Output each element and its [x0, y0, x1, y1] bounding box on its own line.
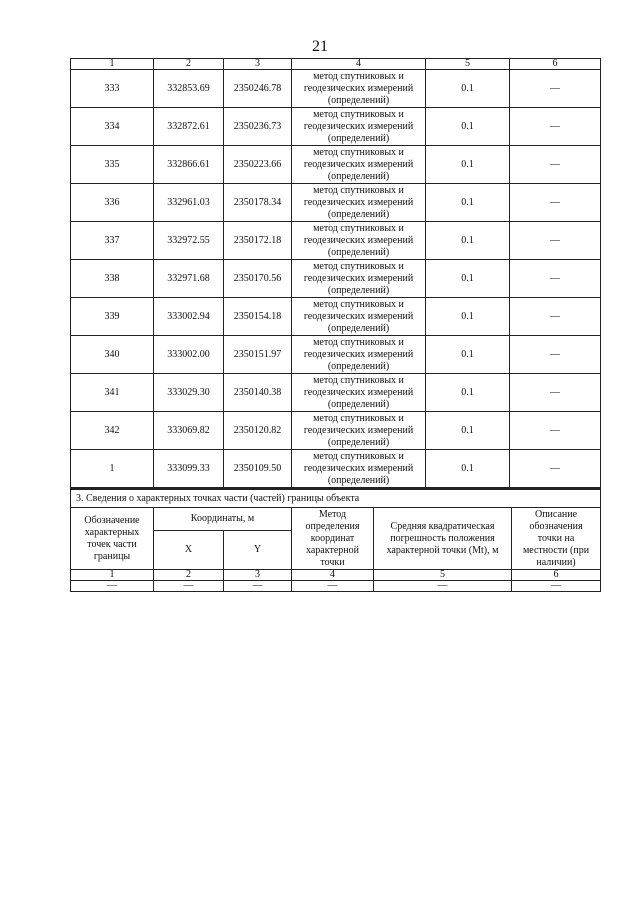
table-row: [71, 260, 601, 298]
table-row: [71, 298, 601, 336]
point-description: —: [510, 184, 601, 222]
accuracy-value: 0.1: [426, 374, 510, 412]
coordinates-header: Координаты, м: [154, 508, 292, 531]
column-number: 4: [292, 570, 374, 581]
method-line: геодезических измерений: [303, 120, 414, 132]
method-line: метод спутниковых и: [313, 412, 404, 424]
y-coordinate: 2350236.73: [224, 108, 292, 146]
column-number-row: [71, 570, 601, 581]
method-line: геодезических измерений: [303, 462, 414, 474]
y-coordinate: 2350170.56: [224, 260, 292, 298]
method-line: геодезических измерений: [303, 272, 414, 284]
x-coordinate: 332972.55: [154, 222, 224, 260]
point-description: —: [510, 146, 601, 184]
method-line: метод спутниковых и: [313, 108, 404, 120]
point-number: 339: [71, 298, 154, 336]
method-cell: [292, 260, 426, 298]
empty-cell: —: [512, 581, 601, 592]
x-coordinate: 332872.61: [154, 108, 224, 146]
table-row: [71, 222, 601, 260]
method-line: (определений): [327, 284, 390, 296]
method-line: (определений): [327, 360, 390, 372]
empty-cell: —: [292, 581, 374, 592]
empty-cell: —: [374, 581, 512, 592]
method-line: геодезических измерений: [303, 234, 414, 246]
method-line: (определений): [327, 246, 390, 258]
accuracy-value: 0.1: [426, 450, 510, 488]
method-cell: [292, 450, 426, 488]
table-row: [71, 146, 601, 184]
y-header: Y: [224, 531, 292, 570]
point-number: 336: [71, 184, 154, 222]
method-cell: [292, 374, 426, 412]
method-line: геодезических измерений: [303, 348, 414, 360]
method-line: геодезических измерений: [303, 386, 414, 398]
x-coordinate: 332853.69: [154, 70, 224, 108]
boundary-points-table: [70, 58, 601, 488]
accuracy-header: Средняя квадратическая погрешность положения характерной точки (Mt), м: [374, 508, 512, 570]
x-coordinate: 333069.82: [154, 412, 224, 450]
y-coordinate: 2350120.82: [224, 412, 292, 450]
y-coordinate: 2350223.66: [224, 146, 292, 184]
y-coordinate: 2350246.78: [224, 70, 292, 108]
accuracy-value: 0.1: [426, 184, 510, 222]
point-description: —: [510, 298, 601, 336]
method-cell: [292, 108, 426, 146]
empty-data-row: [71, 581, 601, 592]
table-row: [71, 450, 601, 488]
method-cell: [292, 298, 426, 336]
point-number: 337: [71, 222, 154, 260]
y-coordinate: 2350178.34: [224, 184, 292, 222]
section-title-row: [71, 489, 601, 508]
method-line: (определений): [327, 436, 390, 448]
column-number: 5: [374, 570, 512, 581]
table-row: [71, 412, 601, 450]
method-line: (определений): [327, 398, 390, 410]
point-number: 1: [71, 450, 154, 488]
method-line: метод спутниковых и: [313, 374, 404, 386]
method-line: метод спутниковых и: [313, 336, 404, 348]
y-coordinate: 2350154.18: [224, 298, 292, 336]
method-line: (определений): [327, 322, 390, 334]
method-line: метод спутниковых и: [313, 298, 404, 310]
table-row: [71, 374, 601, 412]
table-row: [71, 70, 601, 108]
y-coordinate: 2350109.50: [224, 450, 292, 488]
y-coordinate: 2350151.97: [224, 336, 292, 374]
method-cell: [292, 222, 426, 260]
column-number: 1: [71, 59, 154, 70]
point-description: —: [510, 222, 601, 260]
column-number: 3: [224, 570, 292, 581]
point-number: 338: [71, 260, 154, 298]
table-row: [71, 108, 601, 146]
method-line: метод спутниковых и: [313, 222, 404, 234]
method-cell: [292, 336, 426, 374]
x-coordinate: 333029.30: [154, 374, 224, 412]
accuracy-value: 0.1: [426, 336, 510, 374]
method-line: метод спутниковых и: [313, 260, 404, 272]
part-boundary-points-table: [70, 488, 601, 592]
column-number: 5: [426, 59, 510, 70]
x-coordinate: 333099.33: [154, 450, 224, 488]
x-coordinate: 332961.03: [154, 184, 224, 222]
column-number: 6: [512, 570, 601, 581]
point-number: 333: [71, 70, 154, 108]
method-line: метод спутниковых и: [313, 146, 404, 158]
method-line: (определений): [327, 208, 390, 220]
method-line: (определений): [327, 474, 390, 486]
method-line: метод спутниковых и: [313, 450, 404, 462]
method-line: геодезических измерений: [303, 196, 414, 208]
page-number: 21: [312, 38, 328, 55]
x-coordinate: 332971.68: [154, 260, 224, 298]
method-line: (определений): [327, 94, 390, 106]
section-title: 3. Сведения о характерных точках части (частей) границы объекта: [71, 489, 601, 508]
column-number: 2: [154, 59, 224, 70]
method-line: (определений): [327, 170, 390, 182]
point-number: 340: [71, 336, 154, 374]
x-coordinate: 333002.00: [154, 336, 224, 374]
point-description: —: [510, 450, 601, 488]
point-number: 341: [71, 374, 154, 412]
point-designation-header: Обозначение характерных точек части границы: [71, 508, 154, 570]
accuracy-value: 0.1: [426, 412, 510, 450]
point-number: 334: [71, 108, 154, 146]
column-number: 6: [510, 59, 601, 70]
point-description: —: [510, 336, 601, 374]
empty-cell: —: [71, 581, 154, 592]
method-line: геодезических измерений: [303, 82, 414, 94]
accuracy-value: 0.1: [426, 146, 510, 184]
point-number: 335: [71, 146, 154, 184]
accuracy-value: 0.1: [426, 222, 510, 260]
empty-cell: —: [224, 581, 292, 592]
method-line: геодезических измерений: [303, 310, 414, 322]
x-coordinate: 333002.94: [154, 298, 224, 336]
empty-cell: —: [154, 581, 224, 592]
method-line: (определений): [327, 132, 390, 144]
table-row: [71, 336, 601, 374]
method-line: геодезических измерений: [303, 424, 414, 436]
accuracy-value: 0.1: [426, 298, 510, 336]
description-header: Описание обозначения точки на местности (при наличии): [512, 508, 601, 570]
method-cell: [292, 184, 426, 222]
method-cell: [292, 70, 426, 108]
column-header-row: [71, 508, 601, 531]
method-header: Метод определения координат характерной точки: [292, 508, 374, 570]
point-description: —: [510, 108, 601, 146]
point-number: 342: [71, 412, 154, 450]
method-line: метод спутниковых и: [313, 184, 404, 196]
accuracy-value: 0.1: [426, 70, 510, 108]
column-number: 4: [292, 59, 426, 70]
point-description: —: [510, 70, 601, 108]
method-line: метод спутниковых и: [313, 70, 404, 82]
point-description: —: [510, 260, 601, 298]
column-number: 3: [224, 59, 292, 70]
table-row: [71, 184, 601, 222]
y-coordinate: 2350140.38: [224, 374, 292, 412]
accuracy-value: 0.1: [426, 260, 510, 298]
x-coordinate: 332866.61: [154, 146, 224, 184]
point-description: —: [510, 374, 601, 412]
method-line: геодезических измерений: [303, 158, 414, 170]
column-number: 2: [154, 570, 224, 581]
point-description: —: [510, 412, 601, 450]
method-cell: [292, 146, 426, 184]
column-number: 1: [71, 570, 154, 581]
x-header: X: [154, 531, 224, 570]
column-number-row: [71, 59, 601, 70]
method-cell: [292, 412, 426, 450]
y-coordinate: 2350172.18: [224, 222, 292, 260]
accuracy-value: 0.1: [426, 108, 510, 146]
